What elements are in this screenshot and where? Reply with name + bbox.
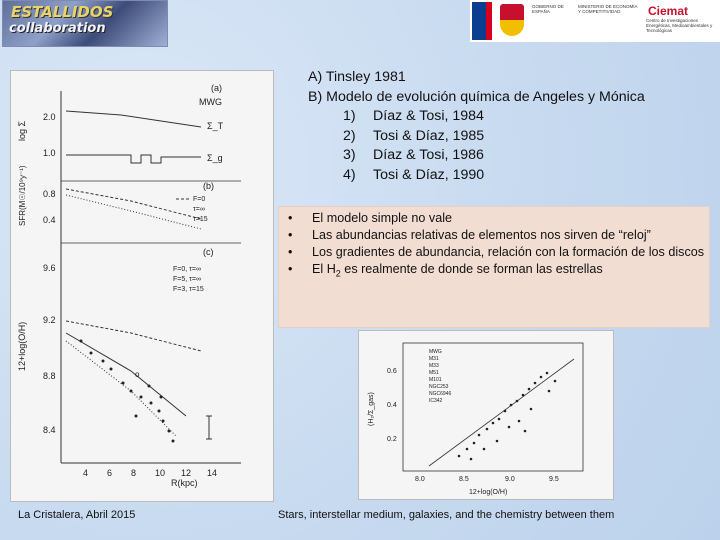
reference-a: A) Tinsley 1981 [308,69,406,85]
logo-title: ESTALLIDOS [11,3,114,21]
legend-b-1: τ=∞ [193,206,205,213]
ytick-0: 0.6 [387,368,397,375]
oh-curve-3 [66,341,176,436]
legend-c-2: F=3, τ=15 [173,286,204,293]
bullet-item: • Los gradientes de abundancia, relación con la formación de los discos [288,245,705,259]
xtick-2: 8 [131,468,137,478]
oh-datapoints [80,340,175,443]
sfr-curve-1 [66,189,201,219]
legend-c-0: F=0, τ=∞ [173,266,201,273]
oh-curve-1 [66,321,201,351]
reference-item: 2) Tosi & Díaz, 1985 [343,127,485,144]
tick-c-0: 9.6 [43,263,56,273]
xtick-3: 10 [155,468,166,478]
conclusions-box [278,206,710,328]
xtick-3: 9.5 [549,476,559,483]
legend-c-1: F=5, τ=∞ [173,276,201,283]
tick-c-2: 8.8 [43,371,56,381]
h2-fraction-figure [358,330,614,500]
sigma-gas-curve [66,155,201,163]
xtick-4: 12 [181,468,192,478]
h2-datapoints [458,372,557,461]
svg-text:MWG: MWG [429,349,442,355]
marker-o: o [135,370,140,379]
bullet-item: • El $H_2$ es realmente de donde se forman las estrellas [288,262,603,279]
bullet-item: • Las abundancias relativas de elementos nos sirven de “reloj” [288,228,651,242]
xtick-0: 4 [83,468,89,478]
ylabel-c: 12+log(O/H) [17,321,27,371]
ministry-text: MINISTERIO DE ECONOMÍA Y COMPETITIVIDAD [578,4,638,14]
bullet-item: • El modelo simple no vale [288,211,453,225]
reference-item: 3) Díaz & Tosi, 1986 [343,147,484,163]
tick-c-1: 9.2 [43,315,56,325]
panel-a-label: (a) [211,83,222,93]
reference-item: 1) Díaz & Tosi, 1984 [343,108,484,124]
sigma-g-label: Σ_g [207,153,223,163]
reference-item: 4) Tosi & Díaz, 1990 [343,166,485,183]
coat-of-arms-icon [500,4,524,36]
ytick-2: 0.2 [387,436,397,443]
panel-c-label: (c) [203,247,214,257]
footer-left: La Cristalera, Abril 2015 [18,509,136,521]
tick-b-1: 0.4 [43,215,56,225]
panel-b-label: (b) [203,181,214,191]
sigma-total-curve [66,111,201,127]
tick-c-3: 8.4 [43,425,56,435]
xtick-1: 8.5 [459,476,469,483]
legend-b-0: F=0 [193,196,206,203]
fit-line [429,359,574,466]
right-ylabel: (H₂/Σ_gas) [368,392,375,426]
footer-right: Stars, interstellar medium, galaxies, and the chemistry between them [278,509,615,521]
reference-b: B) Modelo de evolución química de Angeles y Mónica [308,88,645,105]
tinsley-figure [10,70,274,502]
right-legend [429,349,451,404]
sigma-t-label: Σ_T [207,121,224,131]
ciemat-name: Ciemat [648,4,689,18]
oh-curve-2 [66,333,186,416]
ytick-1: 0.4 [387,402,397,409]
svg-text:M51: M51 [429,370,439,376]
tick-a-0: 2.0 [43,112,56,122]
svg-text:M31: M31 [429,356,439,362]
institution-logos [470,0,720,42]
xtick-5: 14 [207,468,218,478]
sfr-curve-2 [66,195,201,229]
svg-text:NGC253: NGC253 [429,384,449,390]
svg-text:IC342: IC342 [429,398,443,404]
xtick-2: 9.0 [505,476,515,483]
tick-a-1: 1.0 [43,148,56,158]
ylabel-a: log Σ [17,120,27,141]
svg-text:M33: M33 [429,363,439,369]
tick-b-0: 0.8 [43,189,56,199]
references-list [308,68,713,185]
eu-flag-icon [472,2,486,40]
xtick-0: 8.0 [415,476,425,483]
logo-subtitle: collaboration [9,21,106,36]
spain-stripe-icon [486,2,492,40]
right-xlabel: 12+log(O/H) [469,489,508,496]
gov-text: GOBIERNO DE ESPAÑA [532,4,564,14]
svg-text:NGC6946: NGC6946 [429,391,452,397]
xlabel: R(kpc) [171,478,198,488]
estallidos-logo [2,0,168,47]
ylabel-b: SFR(M☉/10⁹y⁻¹) [18,165,27,226]
svg-text:M101: M101 [429,377,442,383]
legend-b-2: τ=15 [193,216,208,223]
mwg-label: MWG [199,97,222,107]
xtick-1: 6 [107,468,113,478]
ciemat-subtitle: Centro de Investigaciones Energéticas, Medioambientales y Tecnológicas [646,18,713,33]
